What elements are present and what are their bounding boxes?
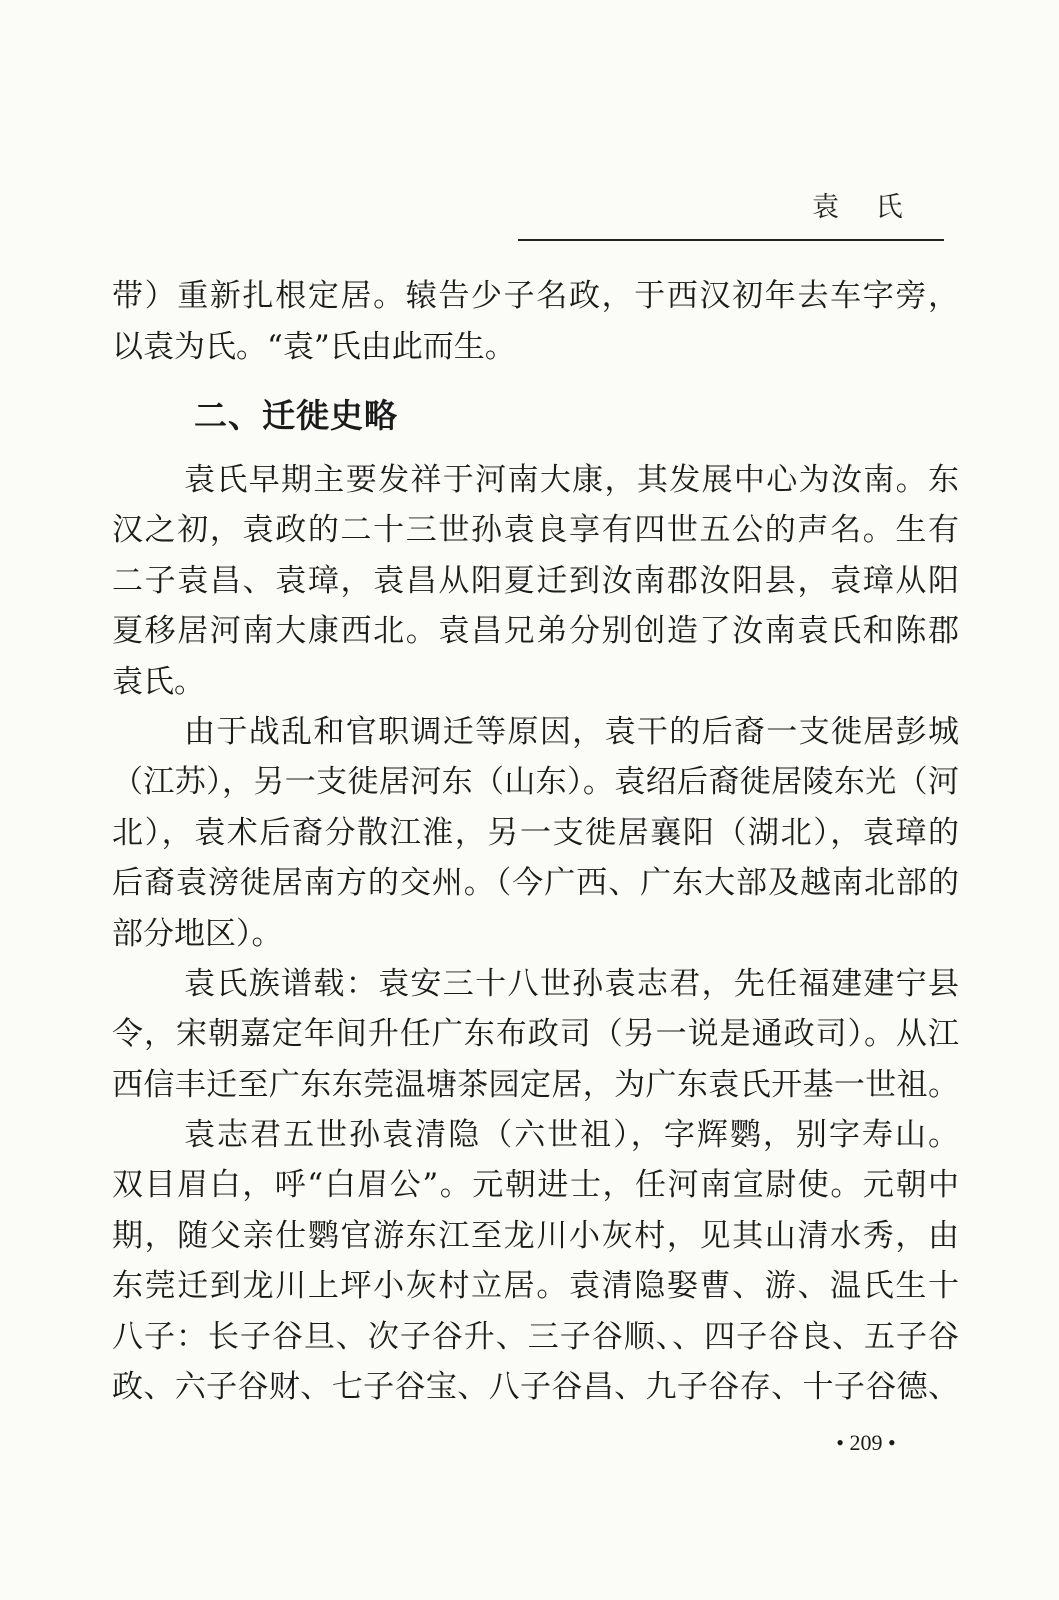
paragraph bbox=[112, 707, 959, 959]
paragraph bbox=[112, 455, 959, 707]
text-line: 令，宋朝嘉定年间升任广东布政司（另一说是通政司）。从江 bbox=[112, 1016, 959, 1053]
paragraph bbox=[112, 1110, 959, 1412]
text-line: 双目眉白，呼“白眉公”。元朝进士，任河南宣尉使。元朝中 bbox=[112, 1167, 959, 1204]
text-line: （江苏），另一支徙居河东（山东）。袁绍后裔徙居陵东光（河 bbox=[112, 764, 959, 801]
text-line: 后裔袁滂徙居南方的交州。（今广西、广东大部及越南北部的 bbox=[112, 865, 959, 902]
page-number: • 209 • bbox=[836, 1430, 896, 1455]
running-head: 袁 氏 bbox=[812, 192, 917, 223]
text-line: 由于战乱和官职调迁等原因，袁干的后裔一支徙居彭城 bbox=[184, 713, 959, 750]
text-line: 袁氏。 bbox=[112, 663, 205, 700]
text-line: 西信丰迁至广东东莞温塘茶园定居，为广东袁氏开基一世祖。 bbox=[112, 1066, 959, 1103]
text-line: 八子：长子谷旦、次子谷升、三子谷顺、、四子谷良、五子谷 bbox=[112, 1318, 959, 1355]
text-line: 北），袁术后裔分散江淮，另一支徙居襄阳（湖北），袁璋的 bbox=[112, 814, 959, 851]
header-rule bbox=[518, 239, 944, 241]
text-line: 带）重新扎根定居。辕告少子名政，于西汉初年去车字旁， bbox=[112, 278, 959, 314]
text-line: 政、六子谷财、七子谷宝、八子谷昌、九子谷存、十子谷德、 bbox=[112, 1369, 959, 1406]
text-line: 夏移居河南大康西北。袁昌兄弟分别创造了汝南袁氏和陈郡 bbox=[112, 613, 959, 650]
intro-paragraph bbox=[112, 271, 959, 373]
text-line: 袁氏族谱载：袁安三十八世孙袁志君，先任福建建宁县 bbox=[184, 965, 959, 1002]
text-line: 袁志君五世孙袁清隐（六世祖），字辉鹦，别字寿山。 bbox=[184, 1117, 959, 1154]
text-line: 二子袁昌、袁璋，袁昌从阳夏迁到汝南郡汝阳县，袁璋从阳 bbox=[112, 562, 959, 599]
text-line: 部分地区）。 bbox=[112, 915, 283, 952]
text-line: 以袁为氏。“袁”氏由此而生。 bbox=[112, 329, 516, 365]
text-line: 期，随父亲仕鹦官游东江至龙川小灰村，见其山清水秀，由 bbox=[112, 1217, 959, 1254]
text-line: 汉之初，袁政的二十三世孙袁良享有四世五公的声名。生有 bbox=[112, 512, 959, 549]
body-text bbox=[112, 271, 959, 1412]
section-heading: 二、迁徙史略 bbox=[194, 396, 398, 435]
text-line: 东莞迁到龙川上坪小灰村立居。袁清隐娶曹、游、温氏生十 bbox=[112, 1268, 959, 1305]
paragraph bbox=[112, 959, 959, 1110]
text-line: 袁氏早期主要发祥于河南大康，其发展中心为汝南。东 bbox=[184, 462, 959, 498]
